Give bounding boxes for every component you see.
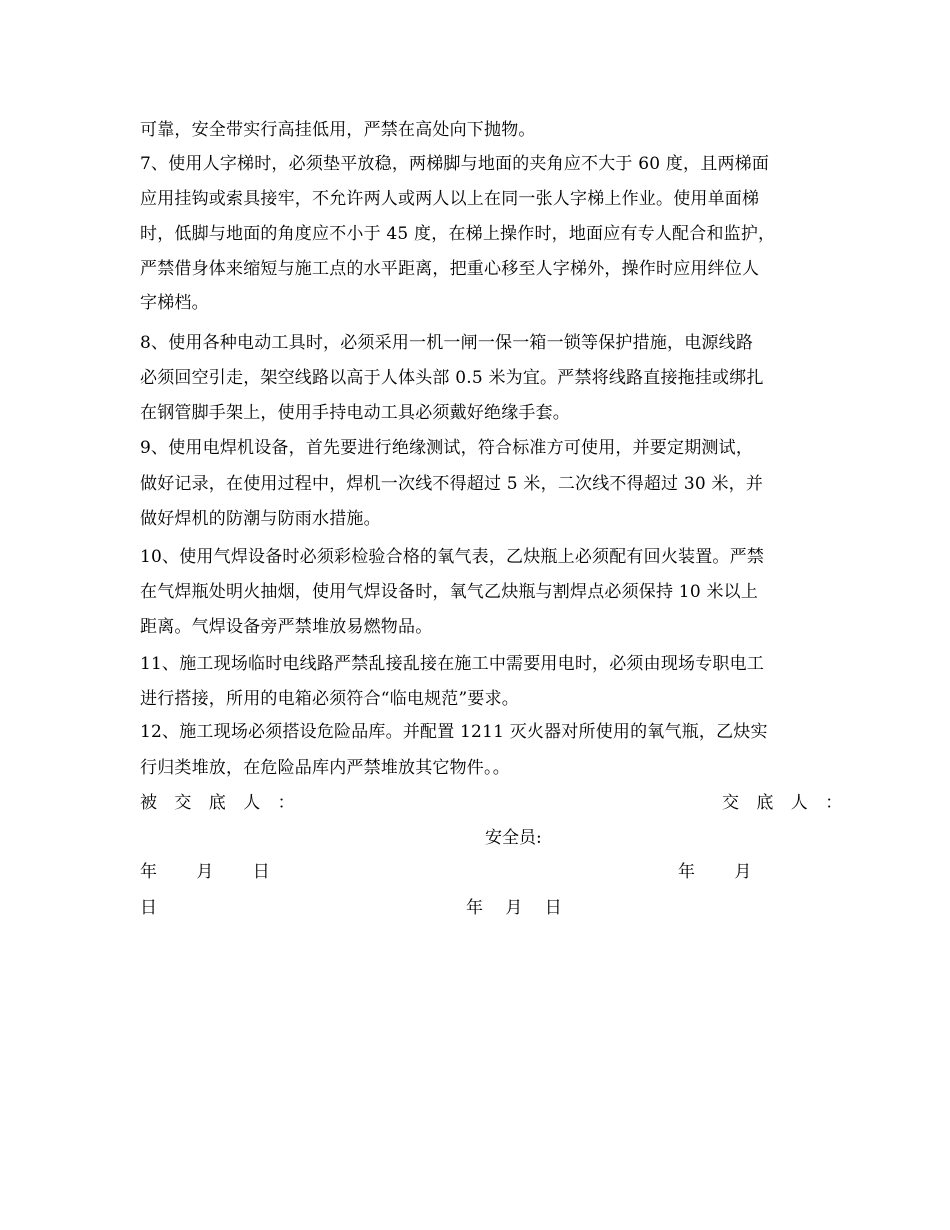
paragraph-line: 行归类堆放，在危险品库内严禁堆放其它物件。。: [140, 758, 510, 778]
paragraph-line: 字梯档。: [140, 293, 209, 313]
paragraph-line: 进行搭接，所用的电箱必须符合“临电规范”要求。: [140, 689, 519, 709]
paragraph-line: 8、使用各种电动工具时，必须采用一机一闸一保一箱一锁等保护措施，电源线路: [140, 333, 754, 353]
receiver-label: 被 交 底 人 ：: [140, 793, 301, 813]
paragraph-line: 做好焊机的防潮与防雨水措施。: [140, 509, 381, 529]
paragraph-line: 7、使用人字梯时，必须垫平放稳，两梯脚与地面的夹角应不大于 60 度，且两梯面: [140, 154, 770, 174]
date-right-line1: 年 月: [678, 862, 752, 882]
paragraph-line: 可靠，安全带实行高挂低用，严禁在高处向下抛物。: [140, 120, 536, 140]
paragraph-line: 在钢管脚手架上，使用手持电动工具必须戴好绝缘手套。: [140, 403, 570, 423]
safety-officer-label: 安全员:: [485, 828, 542, 848]
giver-label: 交 底 人 ：: [722, 793, 849, 813]
paragraph-line: 11、施工现场临时电线路严禁乱接乱接在施工中需要用电时，必须由现场专职电工: [140, 654, 765, 674]
paragraph-line: 12、施工现场必须搭设危险品库。并配置 1211 灭火器对所使用的氧气瓶，乙炔实: [140, 722, 768, 742]
paragraph-line: 时，低脚与地面的角度应不小于 45 度，在梯上操作时，地面应有专人配合和监护，: [140, 224, 776, 244]
paragraph-line: 距离。气焊设备旁严禁堆放易燃物品。: [140, 617, 433, 637]
date-left-line1: 年 月 日: [140, 862, 270, 882]
paragraph-line: 必须回空引走，架空线路以高于人体头部 0.5 米为宜。严禁将线路直接拖挂或绑扎: [140, 368, 764, 388]
date-center-line2: 年 月 日: [466, 898, 562, 918]
paragraph-line: 应用挂钩或索具接牢，不允许两人或两人以上在同一张人字梯上作业。使用单面梯: [140, 189, 760, 209]
paragraph-line: 在气焊瓶处明火抽烟，使用气焊设备时，氧气乙炔瓶与割焊点必须保持 10 米以上: [140, 582, 759, 602]
paragraph-line: 严禁借身体来缩短与施工点的水平距离，把重心移至人字梯外，操作时应用绊位人: [140, 259, 760, 279]
paragraph-line: 做好记录，在使用过程中，焊机一次线不得超过 5 米，二次线不得超过 30 米，并: [140, 474, 764, 494]
paragraph-line: 9、使用电焊机设备，首先要进行绝缘测试，符合标准方可使用，并要定期测试，: [140, 438, 754, 458]
paragraph-line: 10、使用气焊设备时必须彩检验合格的氧气表，乙炔瓶上必须配有回火装置。严禁: [140, 547, 765, 567]
date-left-line2: 日: [140, 898, 157, 918]
